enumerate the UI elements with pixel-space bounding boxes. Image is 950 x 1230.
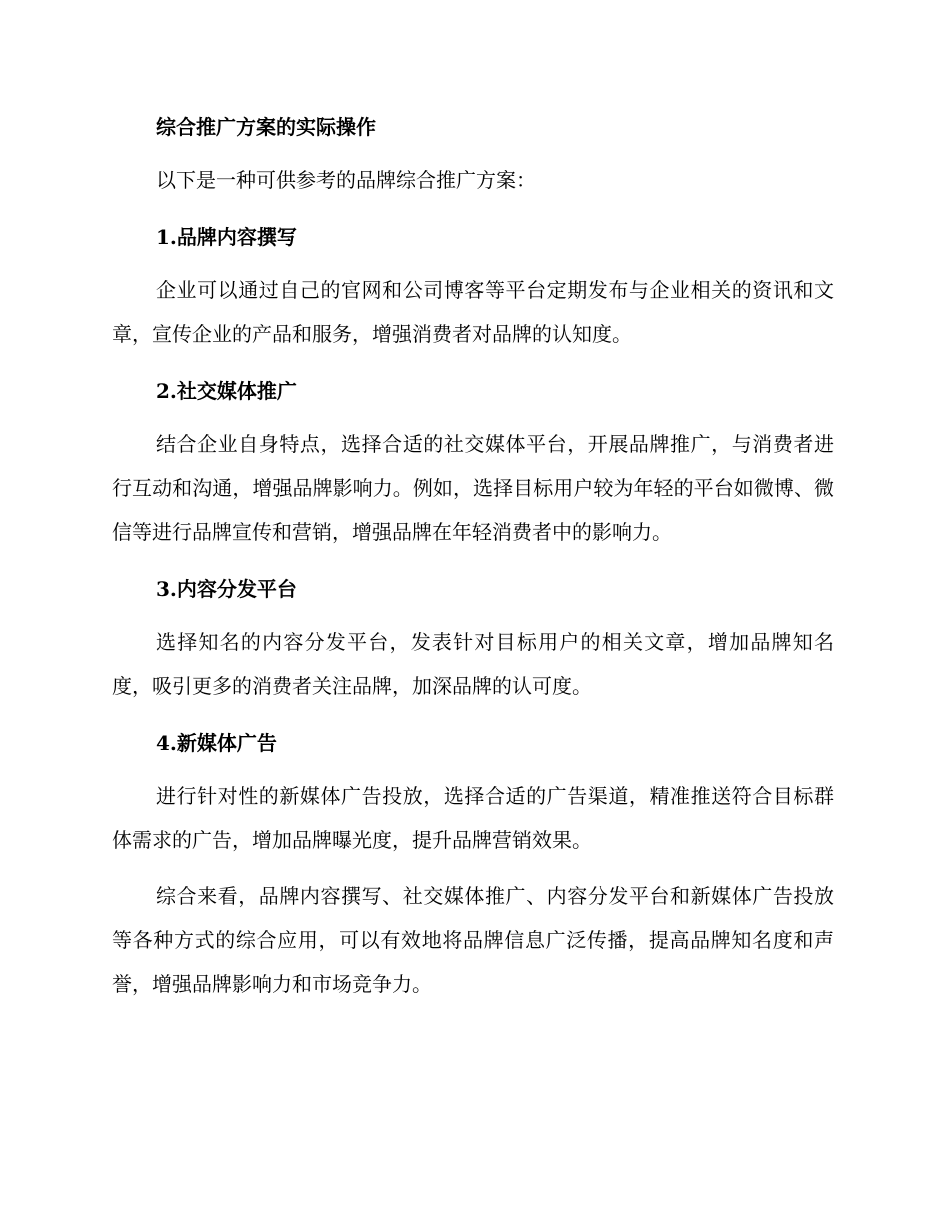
section-body-2: 结合企业自身特点，选择合适的社交媒体平台，开展品牌推广，与消费者进行互动和沟通，增强品牌影响力。例如，选择目标用户较为年轻的平台如微博、微信等进行品牌宣传和营销，增强品牌在年轻消费者中的影响力。: [112, 432, 834, 544]
document-title: 综合推广方案的实际操作: [156, 115, 376, 139]
document-body: [112, 108, 834, 1006]
section-body-1: 企业可以通过自己的官网和公司博客等平台定期发布与企业相关的资讯和文章，宣传企业的产品和服务，增强消费者对品牌的认知度。: [112, 278, 834, 346]
conclusion-paragraph: 综合来看，品牌内容撰写、社交媒体推广、内容分发平台和新媒体广告投放等各种方式的综合应用，可以有效地将品牌信息广泛传播，提高品牌知名度和声誉，增强品牌影响力和市场竞争力。: [112, 884, 834, 996]
section-heading-1: 1.品牌内容撰写: [156, 225, 297, 249]
intro-paragraph: 以下是一种可供参考的品牌综合推广方案：: [156, 168, 536, 192]
section-heading-4: 4.新媒体广告: [156, 731, 277, 755]
section-heading-3: 3.内容分发平台: [156, 577, 297, 601]
section-heading-2: 2.社交媒体推广: [156, 379, 297, 403]
section-body-3: 选择知名的内容分发平台，发表针对目标用户的相关文章，增加品牌知名度，吸引更多的消费者关注品牌，加深品牌的认可度。: [112, 630, 834, 698]
section-body-4: 进行针对性的新媒体广告投放，选择合适的广告渠道，精准推送符合目标群体需求的广告，增加品牌曝光度，提升品牌营销效果。: [112, 784, 834, 852]
